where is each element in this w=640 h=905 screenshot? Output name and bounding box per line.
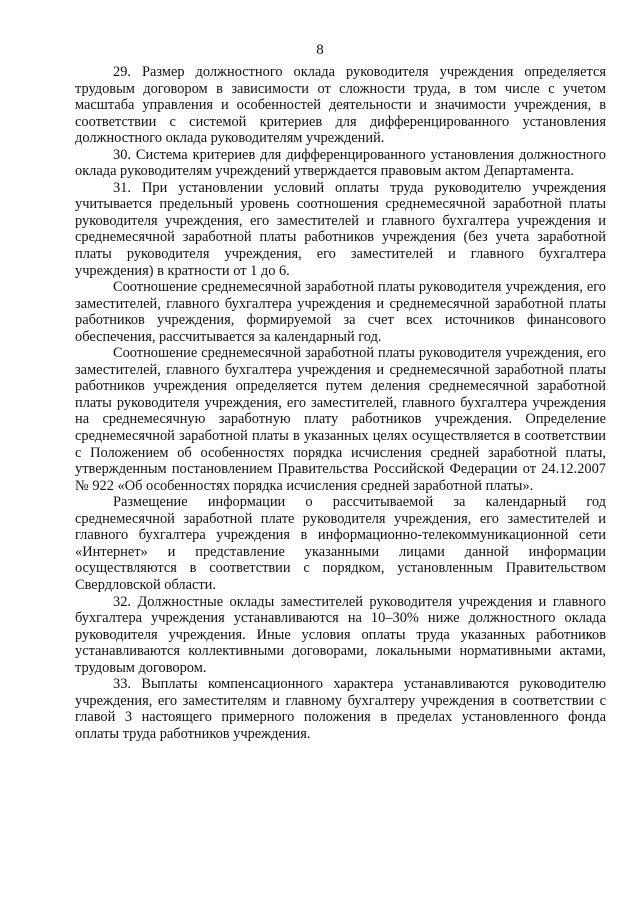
paragraph-31-ratio-definition: Соотношение среднемесячной заработной платы руководителя учреждения, его заместителей, главного бухгалтера учреждения и среднемесячной заработной платы работников учреждения определяется путем деления среднемесячной заработной платы руководителя учреждения, его заместителей, главного бухгалтера учреждения на среднемесячную заработную плату работников учреждения. Определение среднемесячной заработной платы в указанных целях осуществляется в соответствии с Положением об особенностях порядка исчисления средней заработной платы, утвержденным постановлением Правительства Российской Федерации от 24.12.2007 № 922 «Об особенностях порядка исчисления средней заработной платы». xyxy=(75,345,606,494)
paragraph-33: 33. Выплаты компенсационного характера устанавливаются руководителю учреждения, его заместителям и главному бухгалтеру учреждения в соответствии с главой 3 настоящего примерного положения в пределах установленного фонда оплаты труда работников учреждения. xyxy=(75,676,606,742)
page-number: 8 xyxy=(316,42,324,58)
paragraph-30: 30. Система критериев для дифференцированного установления должностного оклада руководителям учреждений утверждается правовым актом Департамента. xyxy=(75,146,606,180)
paragraph-31: 31. При установлении условий оплаты труда руководителю учреждения учитывается предельный уровень соотношения среднемесячной заработной платы руководителя учреждения, его заместителей и главного бухгалтера учреждения и среднемесячной заработной платы работников учреждения (без учета заработной платы руководителя учреждения, его заместителей и главного бухгалтера учреждения) в кратности от 1 до 6. xyxy=(75,179,606,279)
paragraph-31-information-placement: Размещение информации о рассчитываемой за календарный год среднемесячной заработной плате руководителя учреждения, его заместителей и главного бухгалтера учреждения в информационно-телекоммуникационной сети «Интернет» и представление указанными лицами данной информации осуществляются в соответствии с порядком, установленным Правительством Свердловской области. xyxy=(75,494,606,593)
paragraph-31-ratio-calculation: Соотношение среднемесячной заработной платы руководителя учреждения, его заместителей, главного бухгалтера учреждения и среднемесячной заработной платы работников учреждения, формируемой за счет всех источников финансового обеспечения, рассчитывается за календарный год. xyxy=(75,279,606,345)
paragraph-32: 32. Должностные оклады заместителей руководителя учреждения и главного бухгалтера учреждения устанавливаются на 10–30% ниже должностного оклада руководителя учреждения. Иные условия оплаты труда указанных работников устанавливаются коллективными договорами, локальными нормативными актами, трудовым договором. xyxy=(75,593,606,676)
paragraph-29: 29. Размер должностного оклада руководителя учреждения определяется трудовым договором в зависимости от сложности труда, в том числе с учетом масштаба управления и особенностей деятельности и значимости учреждения, в соответствии с системой критериев для дифференцированного установления должностного оклада руководителям учреждений. xyxy=(75,64,606,147)
document-body xyxy=(75,64,606,742)
